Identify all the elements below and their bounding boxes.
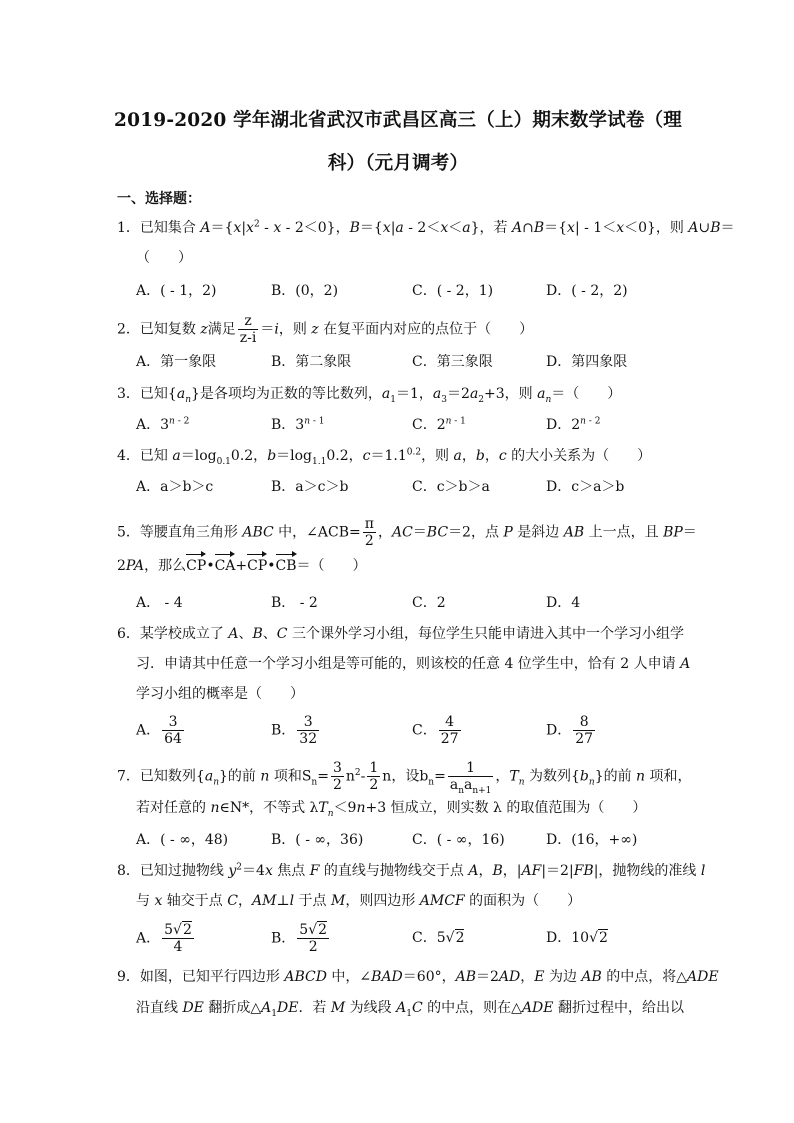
question-2-option-d: D．第四象限: [546, 354, 628, 370]
question-1-blank: （ ）: [136, 250, 192, 266]
question-9-stem-line-2: 沿直线 DE 翻折成$\triangle A_1DE$．若 M 为线段 $A_1C$ 的中点，则在△ADE 翻折过程中，给出以: [136, 1000, 684, 1019]
question-5-option-c: C．2: [412, 595, 446, 611]
question-3-option-a: A．3$^{n - 2}$: [136, 416, 190, 433]
question-2-option-c: C．第三象限: [412, 354, 493, 370]
question-6-stem-line-1: 6．某学校成立了 A、B、C 三个课外学习小组，每位学生只能申请进入其中一个学习小组学: [117, 626, 684, 642]
question-6-option-a: A． $\frac{3}{64}$: [136, 714, 182, 747]
question-6-option-b: B． $\frac{3}{32}$: [271, 714, 318, 747]
question-8-option-a: A． $\frac{5√2}{4}$: [136, 922, 192, 955]
question-1-option-b: B．(0，2): [271, 283, 339, 299]
question-5-option-a: A． - 4: [136, 595, 183, 611]
question-6-option-c: C． $\frac{4}{27}$: [412, 714, 459, 747]
question-7-option-c: C．( - ∞，16): [412, 832, 505, 848]
exam-title-line-2: 科）（元月调考）: [327, 153, 469, 174]
question-8-option-b: B． $\frac{5√2}{2}$: [271, 922, 328, 955]
question-3-option-d: D．2$^{n - 2}$: [546, 416, 601, 433]
vector-ca: CA: [214, 558, 236, 574]
question-4-option-b: B．a＞c＞b: [271, 479, 349, 495]
question-2-option-a: A．第一象限: [136, 354, 217, 370]
question-8-option-c: C．5√2: [412, 930, 465, 946]
question-3-option-b: B．3$^{n - 1}$: [271, 416, 325, 433]
question-6-option-d: D． $\frac{8}{27}$: [546, 714, 594, 747]
question-1-option-c: C．( - 2，1): [412, 283, 494, 299]
question-2-stem: 2．已知复数 z满足 $\frac{z}{z-i}$ ＝i，则 z 在复平面内对应的点位于（ ）: [117, 313, 534, 346]
question-8-option-d: D．10√2: [546, 930, 608, 946]
question-8-stem-line-1: 8．已知过抛物线 $y^2=4x$ 焦点 F 的直线与抛物线交于点 A，B，|AF|＝2|FB|，抛物线的准线 l: [117, 862, 706, 879]
question-6-stem-line-2: 习．申请其中任意一个学习小组是等可能的，则该校的任意 4 位学生中，恰有 2 人申请 A: [136, 656, 691, 672]
vector-cp: CP: [247, 558, 268, 574]
section-heading: 一、选择题：: [117, 191, 201, 207]
question-8-stem-line-2: 与 x 轴交于点 C，AM⊥l 于点 M，则四边形 AMCF 的面积为（ ）: [136, 893, 582, 909]
question-5-stem-line-1: 5．等腰直角三角形 ABC 中，∠ACB= $\frac{\pi}{2}$ ，AC＝BC＝2，点 P 是斜边 AB 上一点，且 BP＝: [117, 516, 697, 549]
vector-cp: CP: [186, 558, 207, 574]
question-5-option-b: B． - 2: [271, 595, 318, 611]
question-7-stem-line-2: 若对任意的 n∈N*，不等式 $\lambda T_n<9n+3$ 恒成立，则实数 λ 的取值范围为（ ）: [136, 800, 647, 819]
question-7-option-a: A．( - ∞，48): [136, 832, 229, 848]
question-4-option-c: C．c＞b＞a: [412, 479, 490, 495]
question-5-option-d: D．4: [546, 595, 581, 611]
question-2-option-b: B．第二象限: [271, 354, 352, 370]
fraction-z-over-z-minus-i: $\frac{z}{z-i}$: [239, 313, 257, 346]
fraction-pi-over-2: $\frac{\pi}{2}$: [364, 516, 374, 549]
question-4-stem: 4．已知 $a=\log_{0.1}0.2$，$b=\log_{1.1}0.2$，$c=1.1^{0.2}$，则 a，b，c 的大小关系为（ ）: [117, 447, 652, 467]
question-1-stem: 1．已知集合 $A=\{x|x^2 - x - 2<0\}$，B＝{x|a - 2＜x＜a}，若 A∩B＝{x| - 1＜x＜0}，则 A∪B＝: [117, 219, 735, 236]
question-1-option-a: A．( - 1，2): [136, 283, 217, 299]
question-1-option-d: D．( - 2，2): [546, 283, 628, 299]
question-6-stem-line-3: 学习小组的概率是（ ）: [136, 686, 304, 702]
question-7-option-b: B．( - ∞，36): [271, 832, 364, 848]
exam-title-line-1: 2019-2020 学年湖北省武汉市武昌区高三（上）期末数学试卷（理: [114, 110, 682, 131]
question-4-option-d: D．c＞a＞b: [546, 479, 625, 495]
question-5-stem-line-2: 2PA，那么CP•CA+CP•CB＝（ ）: [117, 558, 367, 574]
vector-cb: CB: [275, 558, 297, 574]
question-3-option-c: C．2$^{n - 1}$: [412, 416, 466, 433]
question-3-stem: 3．已知$\{a_n\}$是各项均为正数的等比数列，$a_1=1$，$a_3=2a_2+3$，则 $a_n=$（ ）: [117, 386, 622, 405]
question-4-option-a: A．a＞b＞c: [136, 479, 214, 495]
question-7-stem-line-1: 7．已知数列$\{a_n\}$的前 n 项和$S_n=$ $\frac{3}{2}$ $n^2-$ $\frac{1}{2}$ n，设$b_n=$ $\frac{1}{a_na_{n+1}}$ ，$T_n$ 为数列$\{b_n\}$的前 n 项和，: [117, 760, 692, 796]
question-9-stem-line-1: 9．如图，已知平行四边形 ABCD 中，∠BAD＝60°，AB＝2AD，E 为边 AB 的中点，将△ADE: [117, 969, 719, 985]
question-7-option-d: D．(16，+∞): [546, 832, 638, 848]
